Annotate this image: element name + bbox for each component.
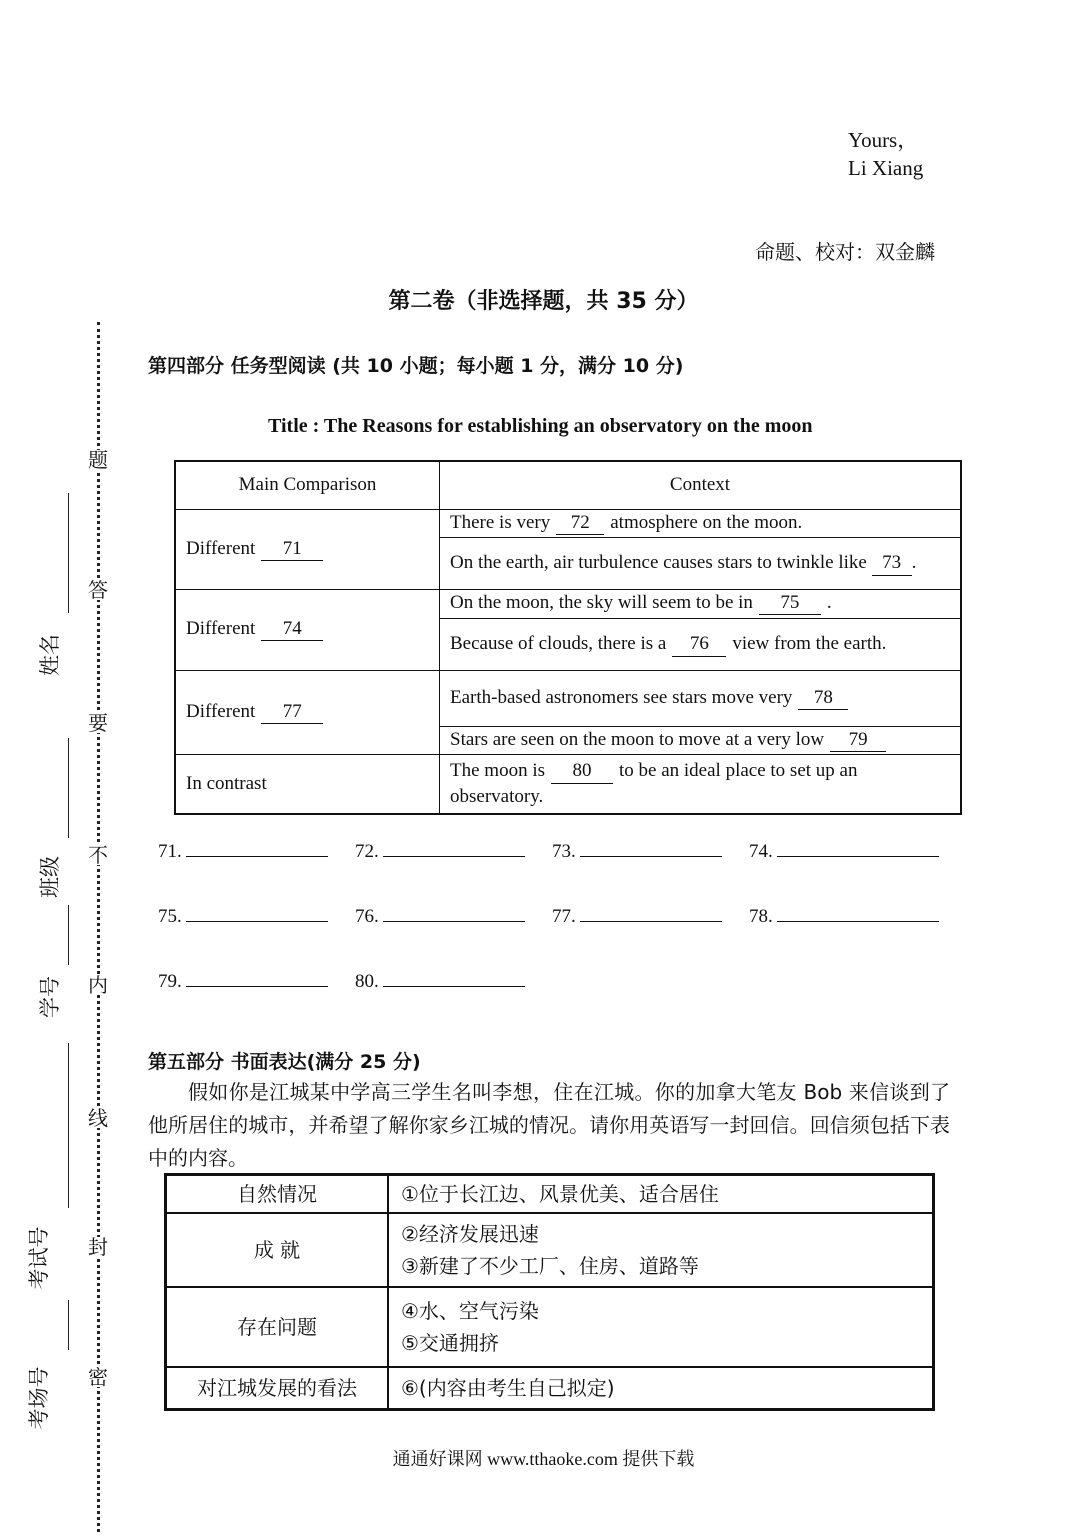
margin-char: 题 (88, 448, 108, 472)
row1-left: Different 71 (175, 509, 440, 589)
margin-char: 封 (88, 1235, 108, 1259)
exam-room-label: 考场号 (27, 1366, 51, 1430)
part5-paragraph: 假如你是江城某中学高三学生名叫李想，住在江城。你的加拿大笔友 Bob 来信谈到了他所居住的城市，并希望了解你家乡江城的情况。请你用英语写一封回信。回信须包括下表中的内容。 (148, 1080, 950, 1170)
row3-left: Different 77 (175, 670, 440, 754)
margin-char: 不 (88, 843, 108, 867)
exam-number-fill-line (68, 1043, 69, 1208)
row-content-nature: ①位于长江边、风景优美、适合居住 (388, 1175, 934, 1214)
row3-context2: Stars are seen on the moon to move at a very low 79 (440, 726, 962, 754)
margin-char: 答 (88, 578, 108, 602)
answer-76[interactable]: 76. (355, 903, 525, 928)
row2-context2: Because of clouds, there is a 76 view from the earth. (440, 618, 962, 670)
header-context: Context (440, 461, 962, 509)
closing-yours: Yours， (848, 128, 919, 152)
answer-73[interactable]: 73. (552, 838, 722, 863)
name-label: 姓名 (38, 634, 62, 676)
table-title: Title : The Reasons for establishing an observatory on the moon (268, 415, 813, 437)
exam-number-label: 考试号 (27, 1226, 51, 1290)
row1-context1: There is very 72 atmosphere on the moon. (440, 509, 962, 537)
class-fill-line (68, 738, 69, 838)
answer-72[interactable]: 72. (355, 838, 525, 863)
row-content-problems: ④水、空气污染 ⑤交通拥挤 (388, 1287, 934, 1367)
row-label-problems: 存在问题 (166, 1287, 389, 1367)
student-id-label: 学号 (38, 976, 62, 1018)
row4-context: The moon is 80 to be an ideal place to set up an observatory. (440, 754, 962, 814)
answer-80[interactable]: 80. (355, 968, 525, 993)
exam-room-fill-line (68, 1300, 69, 1350)
row4-left: In contrast (175, 754, 440, 814)
binding-dotted-line (97, 322, 100, 1532)
answer-79[interactable]: 79. (158, 968, 328, 993)
answer-77[interactable]: 77. (552, 903, 722, 928)
row3-context1: Earth-based astronomers see stars move very 78 (440, 670, 962, 726)
margin-char: 密 (88, 1365, 108, 1389)
class-label: 班级 (38, 856, 62, 898)
answer-74[interactable]: 74. (749, 838, 939, 863)
row-content-achievement: ②经济发展迅速 ③新建了不少工厂、住房、道路等 (388, 1213, 934, 1287)
credit-line: 命题、校对：双金麟 (755, 240, 935, 264)
row2-context1: On the moon, the sky will seem to be in 75 . (440, 589, 962, 618)
answer-75[interactable]: 75. (158, 903, 328, 928)
answer-71[interactable]: 71. (158, 838, 328, 863)
writing-content-table (164, 1173, 935, 1411)
row-content-opinion: ⑥(内容由考生自己拟定) (388, 1367, 934, 1409)
header-main-comparison: Main Comparison (175, 461, 440, 509)
margin-char: 线 (88, 1106, 108, 1130)
row1-context2: On the earth, air turbulence causes stars to twinkle like 73 . (440, 537, 962, 589)
part5-heading: 第五部分 书面表达(满分 25 分) (148, 1051, 421, 1073)
closing-name: Li Xiang (848, 156, 924, 180)
margin-char: 内 (88, 973, 108, 997)
comparison-table (174, 460, 962, 815)
name-fill-line (68, 493, 69, 613)
volume-title: 第二卷（非选择题，共 35 分） (388, 289, 699, 314)
row2-left: Different 74 (175, 589, 440, 670)
part4-heading: 第四部分 任务型阅读 (共 10 小题；每小题 1 分，满分 10 分) (148, 355, 684, 377)
row-label-achievement: 成 就 (166, 1213, 389, 1287)
margin-char: 要 (88, 711, 108, 735)
answer-78[interactable]: 78. (749, 903, 939, 928)
student-id-fill-line (68, 905, 69, 965)
row-label-nature: 自然情况 (166, 1175, 389, 1214)
row-label-opinion: 对江城发展的看法 (166, 1367, 389, 1409)
page-footer: 通通好课网 www.tthaoke.com 提供下载 (392, 1449, 695, 1469)
